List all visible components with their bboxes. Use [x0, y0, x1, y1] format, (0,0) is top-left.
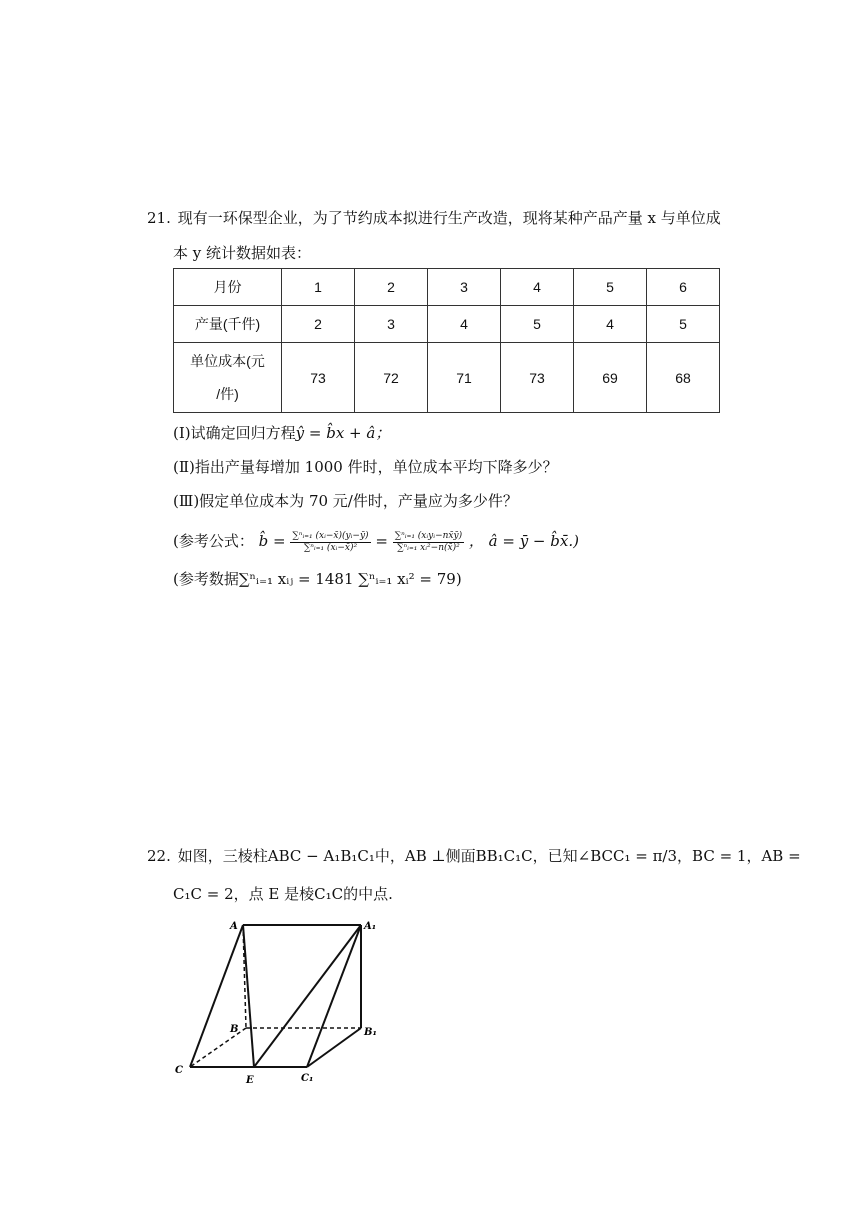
- ref-b: b̂ =: [258, 532, 286, 550]
- label-C1: C₁: [301, 1073, 314, 1084]
- fraction-2-numerator: ∑ⁿᵢ₌₁ (xᵢyᵢ−nx̄ȳ): [394, 530, 463, 541]
- fraction-2-denominator: ∑ⁿᵢ₌₁ xᵢ²−n(x̄)²: [397, 542, 460, 553]
- table-cell: 73: [282, 343, 355, 413]
- edge-A-C: [190, 925, 243, 1067]
- table-header-cell: 产量(千件): [174, 306, 282, 343]
- prism-figure: [170, 915, 390, 1090]
- q21-part3: (Ⅲ)假定单位成本为 70 元/件时，产量应为多少件？: [173, 492, 518, 510]
- q22-line1: [147, 845, 801, 867]
- table-row: [174, 343, 720, 413]
- table-cell: 4: [574, 306, 647, 343]
- label-B: B: [230, 1024, 239, 1035]
- ref-formula-prefix: (参考公式：: [173, 532, 254, 550]
- table-cell: 2: [355, 269, 428, 306]
- table-cell: 4: [501, 269, 574, 306]
- q22-number: 22.: [147, 847, 171, 865]
- table-cell: 1: [282, 269, 355, 306]
- table-row: [174, 269, 720, 306]
- fraction-1-denominator: ∑ⁿᵢ₌₁ (xᵢ−x̄)²: [303, 542, 358, 553]
- data-table: [173, 268, 720, 413]
- q21-ref-data: (参考数据∑ⁿᵢ₌₁ xᵢⱼ = 1481 ∑ⁿᵢ₌₁ xᵢ² = 79): [173, 570, 462, 588]
- q22-text-line1: 如图，三棱柱ABC − A₁B₁C₁中，AB ⊥侧面BB₁C₁C，已知∠BCC₁ = π/3，BC = 1，AB =: [177, 847, 801, 865]
- q21-number: 21.: [147, 209, 171, 227]
- label-E: E: [246, 1075, 254, 1086]
- q21-line2: 本 y 统计数据如表：: [173, 244, 312, 262]
- table-cell: 71: [428, 343, 501, 413]
- header-line1: 单位成本(元: [190, 352, 265, 369]
- table-cell: 6: [647, 269, 720, 306]
- table-row: [174, 306, 720, 343]
- table-cell: 5: [647, 306, 720, 343]
- table-cell: 3: [428, 269, 501, 306]
- table-cell: 4: [428, 306, 501, 343]
- table-cell: 3: [355, 306, 428, 343]
- table-header-cell: 月份: [174, 269, 282, 306]
- q21-part2: (Ⅱ)指出产量每增加 1000 件时，单位成本平均下降多少？: [173, 458, 558, 476]
- label-A1: A₁: [364, 921, 377, 932]
- equals-sign: =: [375, 532, 388, 550]
- table-header-cell: [174, 343, 282, 413]
- fraction-1-numerator: ∑ⁿᵢ₌₁ (xᵢ−x̄)(yᵢ−ȳ): [292, 530, 369, 541]
- q22-line2: C₁C = 2，点 E 是棱C₁C的中点.: [173, 885, 393, 903]
- table-cell: 73: [501, 343, 574, 413]
- label-C: C: [175, 1065, 183, 1076]
- fraction-1: [290, 531, 370, 554]
- table-cell: 68: [647, 343, 720, 413]
- table-cell: 2: [282, 306, 355, 343]
- edge-A1-E: [254, 925, 361, 1067]
- header-line2: /件): [216, 385, 239, 402]
- edge-A1-C1: [307, 925, 361, 1067]
- table-cell: 69: [574, 343, 647, 413]
- part1-text: (Ⅰ)试确定回归方程: [173, 424, 296, 442]
- q21-line1: [147, 207, 721, 229]
- table-cell: 5: [574, 269, 647, 306]
- label-B1: B₁: [364, 1027, 377, 1038]
- q21-ref-formula: [173, 528, 579, 554]
- table-cell: 72: [355, 343, 428, 413]
- ref-a: ， â = ȳ − b̂x̄.): [468, 532, 579, 550]
- q21-text-line1: 现有一环保型企业，为了节约成本拟进行生产改造，现将某种产品产量 x 与单位成: [177, 209, 721, 227]
- part1-equation: ŷ = b̂x + â；: [295, 424, 391, 442]
- table-cell: 5: [501, 306, 574, 343]
- q21-part1: [173, 422, 390, 444]
- label-A: A: [230, 921, 238, 932]
- fraction-2: [393, 531, 464, 554]
